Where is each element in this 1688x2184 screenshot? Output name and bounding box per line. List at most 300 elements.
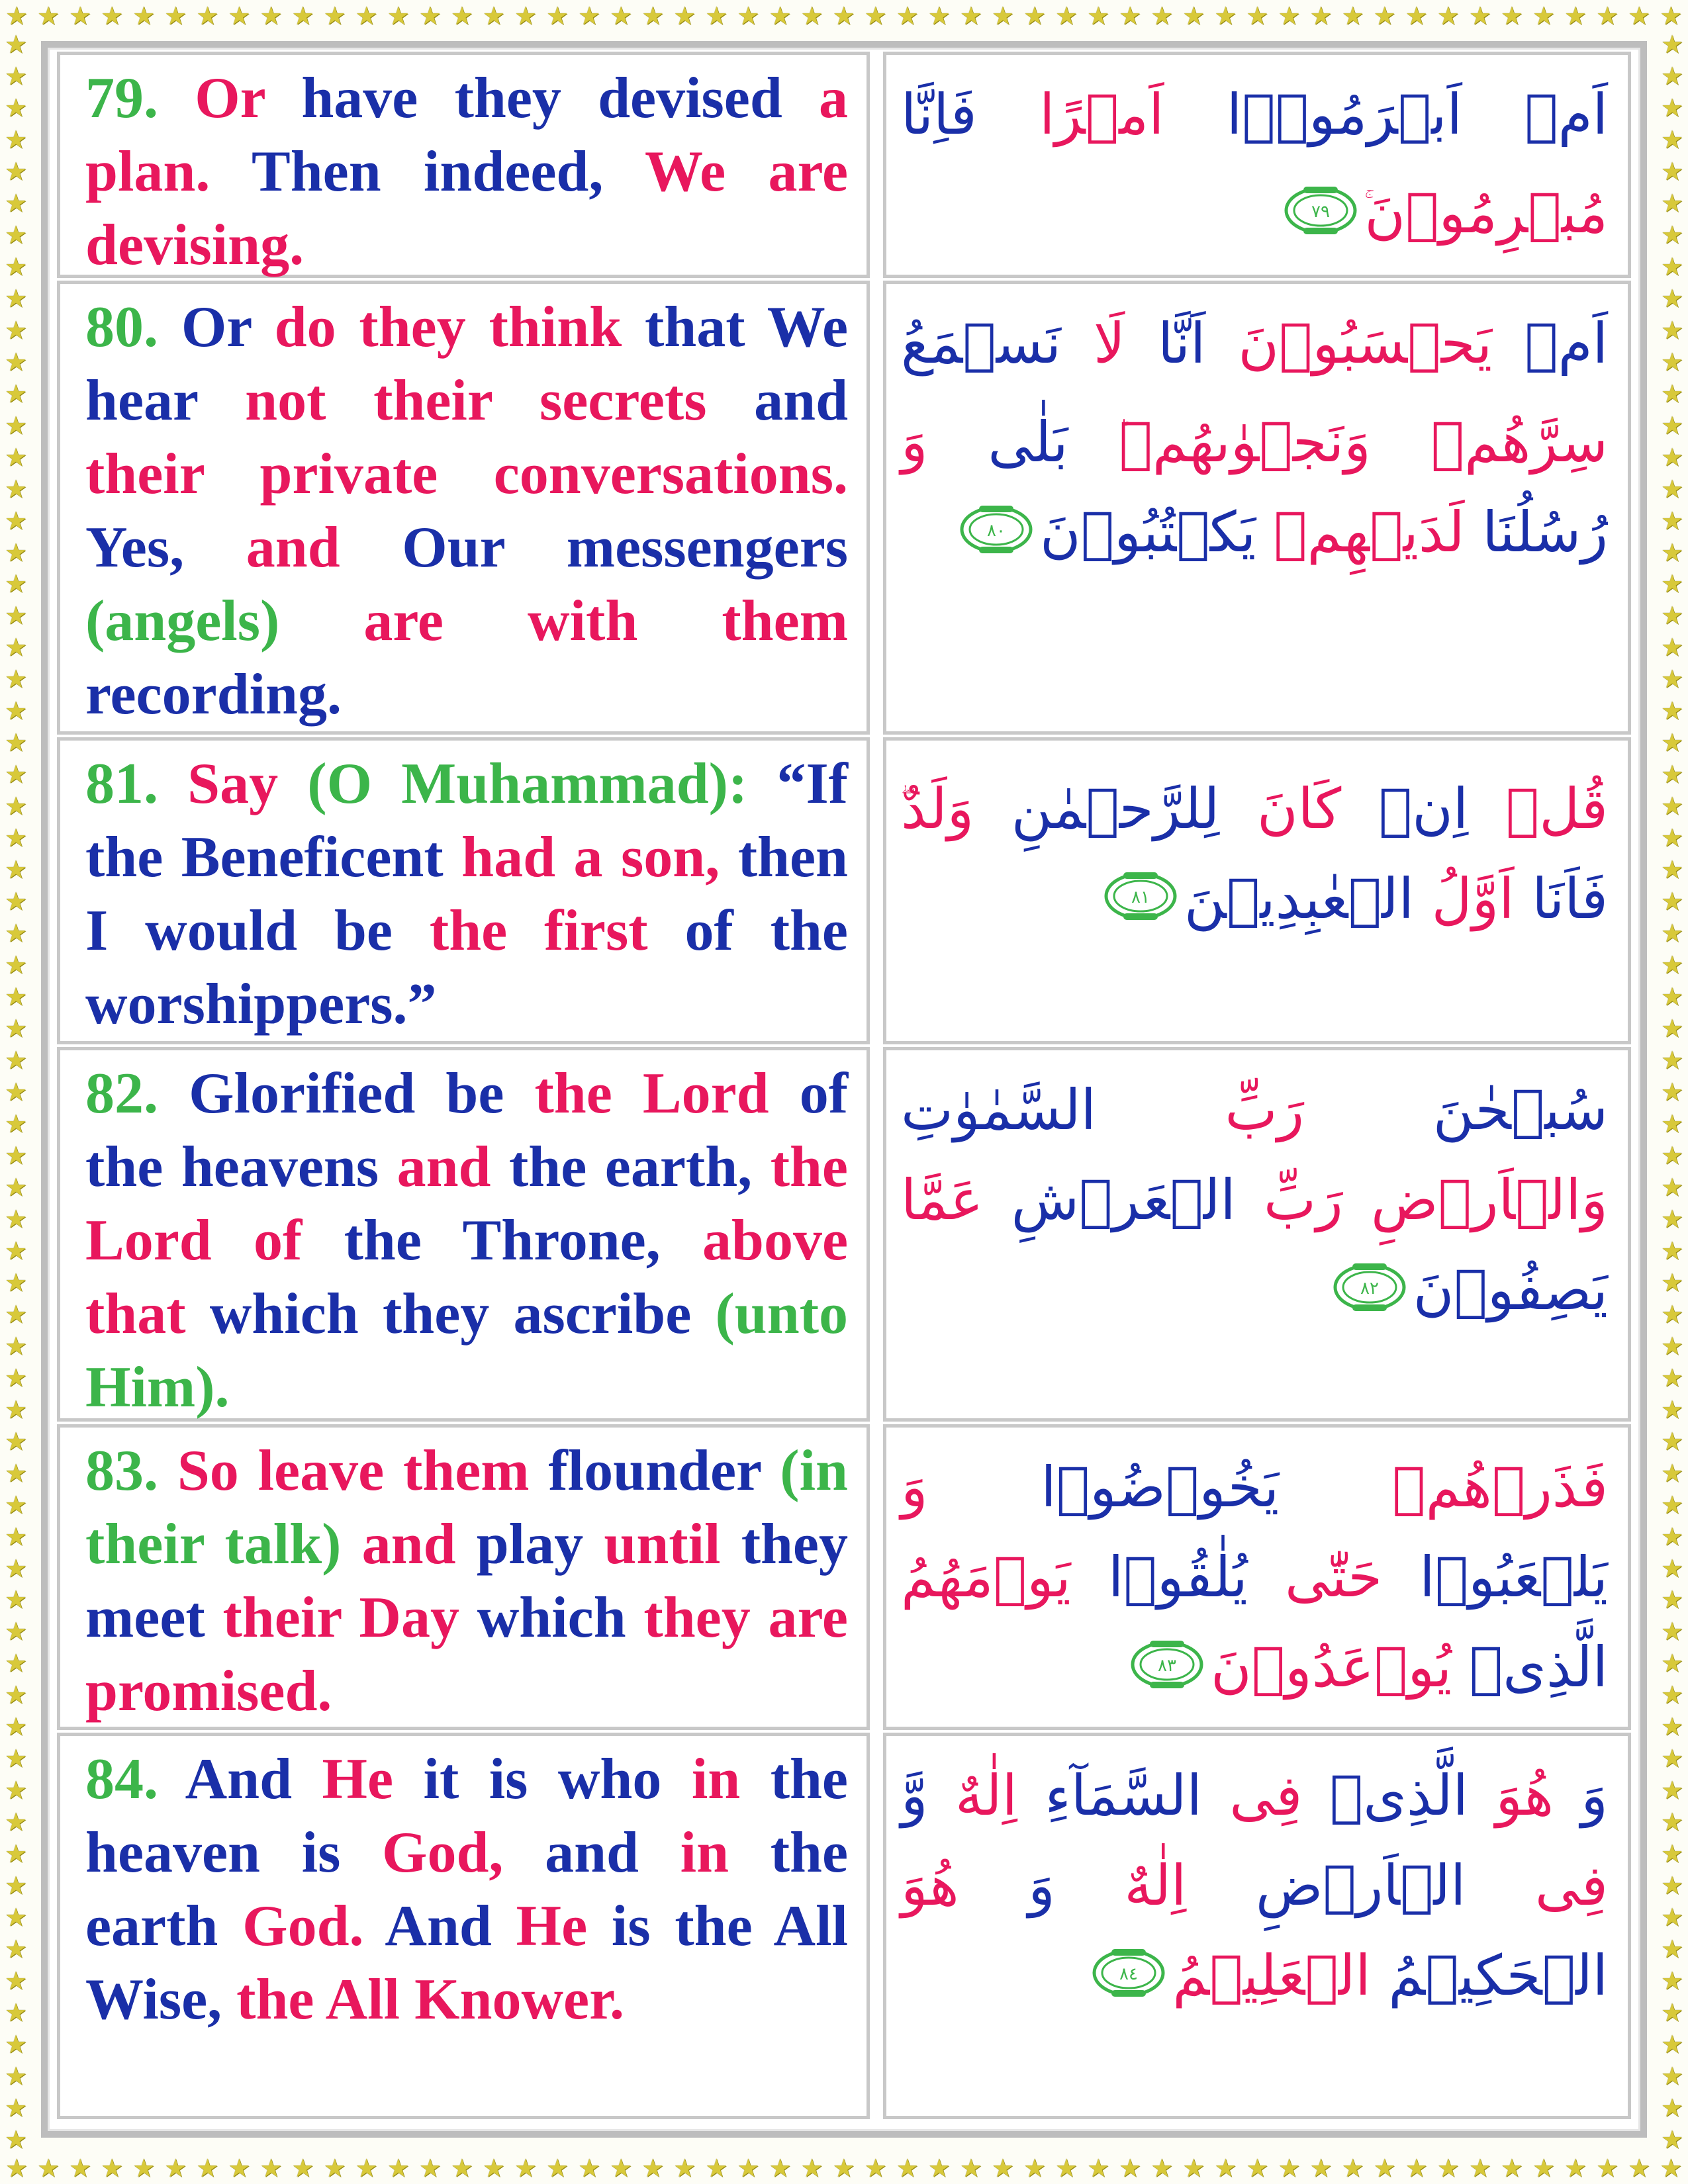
arabic-verse: [901, 755, 1608, 948]
star-icon: ★: [1660, 220, 1684, 250]
star-icon: ★: [37, 1, 60, 30]
verse-number-label: ٨١: [1131, 887, 1150, 908]
star-icon: ★: [1564, 2154, 1587, 2183]
star-icon: ★: [1660, 2062, 1684, 2091]
verse-row-81: [57, 737, 1631, 1044]
star-icon: ★: [1660, 1617, 1684, 1647]
arabic-word: يُوۡعَدُوۡنَ: [1211, 1635, 1452, 1700]
english-translation-cell: [57, 1424, 870, 1730]
star-icon: ★: [1182, 1, 1205, 30]
star-icon: ★: [705, 1, 728, 30]
star-icon: ★: [927, 2154, 951, 2183]
translation-fragment: the earth: [85, 1821, 849, 1958]
star-icon: ★: [1660, 1966, 1684, 1996]
translation-fragment: (in their talk): [85, 1439, 848, 1576]
arabic-word: اِنۡ: [1341, 776, 1469, 841]
star-icon: ★: [1660, 1871, 1684, 1901]
star-icon: ★: [4, 919, 28, 948]
translation-fragment: play: [476, 1512, 604, 1576]
arabic-word: يَحۡسَبُوۡنَ: [1205, 311, 1493, 376]
star-icon: ★: [1660, 1109, 1684, 1138]
star-icon: ★: [4, 410, 28, 440]
star-icon: ★: [514, 2154, 538, 2183]
star-icon: ★: [1660, 1046, 1684, 1075]
star-icon: ★: [1055, 2154, 1078, 2183]
translation-fragment: their private conversations.: [85, 442, 848, 506]
verse-number-label: ٧٩: [1311, 202, 1331, 222]
star-icon: ★: [132, 2154, 156, 2183]
top-star-border: [0, 0, 1688, 32]
star-icon: ★: [355, 2154, 378, 2183]
star-icon: ★: [164, 1, 187, 30]
star-icon: ★: [864, 1, 887, 30]
translation-fragment: the Throne,: [344, 1208, 702, 1273]
translation-fragment: above that: [85, 1208, 848, 1346]
star-icon: ★: [1660, 537, 1684, 567]
star-icon: ★: [1182, 2154, 1205, 2183]
star-icon: ★: [769, 2154, 792, 2183]
verse-table: [41, 41, 1647, 2138]
star-icon: ★: [4, 474, 28, 504]
star-icon: ★: [1341, 1, 1364, 30]
star-icon: ★: [4, 188, 28, 218]
arabic-text-cell: [883, 737, 1631, 1044]
arabic-text-cell: [883, 1424, 1631, 1730]
english-translation: [85, 747, 848, 1041]
arabic-word: فِى: [1201, 1763, 1303, 1828]
english-translation-cell: [57, 737, 870, 1044]
arabic-word: السَّمَآءِ: [1017, 1763, 1202, 1828]
star-icon: ★: [4, 792, 28, 821]
right-star-border: [1656, 32, 1688, 2152]
star-icon: ★: [4, 1712, 28, 1742]
star-icon: ★: [1628, 2154, 1651, 2183]
arabic-text-cell: [883, 281, 1631, 735]
star-icon: ★: [1660, 1585, 1684, 1615]
translation-fragment: Then indeed,: [252, 140, 645, 204]
star-icon: ★: [355, 1, 378, 30]
star-icon: ★: [1660, 664, 1684, 694]
verse-row-82: [57, 1047, 1631, 1422]
star-icon: ★: [1150, 2154, 1174, 2183]
star-icon: ★: [4, 1871, 28, 1901]
star-icon: ★: [4, 664, 28, 694]
star-icon: ★: [4, 1807, 28, 1837]
verse-end-marker-icon: [959, 491, 1033, 581]
english-translation: [85, 1057, 848, 1424]
star-icon: ★: [1023, 1, 1047, 30]
star-icon: ★: [5, 1, 28, 30]
star-icon: ★: [1660, 442, 1684, 472]
arabic-word: وَ: [1554, 1763, 1608, 1828]
star-icon: ★: [4, 2062, 28, 2091]
arabic-word: فِى: [1466, 1853, 1608, 1918]
arabic-word: نَسۡمَعُ: [901, 311, 1061, 376]
star-icon: ★: [4, 537, 28, 567]
arabic-word: اِلٰهٌ: [927, 1763, 1017, 1828]
star-icon: ★: [1119, 2154, 1142, 2183]
translation-fragment: and: [246, 516, 402, 580]
arabic-word: عَمَّا: [901, 1167, 984, 1232]
star-icon: ★: [1087, 2154, 1110, 2183]
arabic-word: الۡعَرۡشِ: [983, 1167, 1236, 1232]
star-icon: ★: [1660, 1140, 1684, 1170]
arabic-word: اَمۡ اَبۡرَمُوۡۤا: [1164, 82, 1608, 147]
star-icon: ★: [1468, 1, 1491, 30]
star-icon: ★: [1660, 2093, 1684, 2122]
arabic-word: فَذَرۡهُمۡ: [1279, 1455, 1608, 1520]
translation-fragment: the All Knower.: [236, 1968, 625, 2032]
translation-fragment: He: [516, 1894, 612, 1958]
english-translation: [85, 62, 848, 282]
star-icon: ★: [4, 1299, 28, 1329]
star-icon: ★: [1660, 1363, 1684, 1392]
star-icon: ★: [705, 2154, 728, 2183]
translation-fragment: and: [361, 1512, 477, 1576]
star-icon: ★: [1373, 1, 1396, 30]
star-icon: ★: [1660, 1649, 1684, 1678]
translation-fragment: Glorified be: [189, 1062, 535, 1126]
translation-fragment: not: [245, 369, 374, 433]
english-translation-cell: [57, 1733, 870, 2119]
star-icon: ★: [1660, 1712, 1684, 1742]
arabic-word: لَدَيۡهِمۡ: [1256, 500, 1465, 565]
star-icon: ★: [4, 1331, 28, 1361]
star-icon: ★: [1660, 1522, 1684, 1551]
star-icon: ★: [387, 2154, 410, 2183]
arabic-word: هُوَ: [901, 1853, 959, 1918]
star-icon: ★: [4, 1744, 28, 1774]
star-icon: ★: [4, 506, 28, 535]
star-icon: ★: [514, 1, 538, 30]
star-icon: ★: [4, 1649, 28, 1678]
star-icon: ★: [4, 2093, 28, 2122]
star-icon: ★: [1660, 61, 1684, 91]
star-icon: ★: [196, 1, 219, 30]
star-icon: ★: [1660, 1236, 1684, 1265]
star-icon: ★: [4, 1426, 28, 1456]
star-icon: ★: [1660, 410, 1684, 440]
arabic-word: الَّذِىۡ: [1302, 1763, 1468, 1828]
star-icon: ★: [1532, 1, 1556, 30]
star-icon: ★: [1214, 1, 1237, 30]
star-icon: ★: [4, 823, 28, 853]
star-icon: ★: [737, 2154, 760, 2183]
star-icon: ★: [1564, 1, 1587, 30]
star-icon: ★: [1660, 919, 1684, 948]
star-icon: ★: [4, 93, 28, 122]
translation-fragment: and: [397, 1135, 509, 1199]
arabic-word: حَتّٰى: [1247, 1545, 1383, 1610]
arabic-word: يَصِفُوۡنَ: [1413, 1257, 1608, 1322]
arabic-word: الۡحَكِيۡمُ: [1370, 1943, 1608, 2008]
arabic-word: اَمۡ: [1492, 311, 1608, 376]
star-icon: ★: [578, 2154, 601, 2183]
star-icon: ★: [4, 32, 28, 59]
star-icon: ★: [4, 950, 28, 980]
star-icon: ★: [101, 2154, 124, 2183]
english-translation-cell: [57, 1047, 870, 1422]
translation-fragment: the heaven is: [85, 1747, 848, 1885]
star-icon: ★: [4, 1680, 28, 1710]
star-icon: ★: [228, 2154, 251, 2183]
translation-fragment: the Lord: [534, 1062, 800, 1126]
star-icon: ★: [4, 1077, 28, 1107]
arabic-word: الۡاَرۡضِ: [1186, 1853, 1466, 1918]
star-icon: ★: [546, 1, 569, 30]
star-icon: ★: [1596, 1, 1619, 30]
arabic-word: اَوَّلُ: [1413, 866, 1515, 931]
translation-fragment: which they ascribe: [209, 1282, 716, 1346]
star-icon: ★: [1660, 1394, 1684, 1424]
translation-fragment: the first: [429, 899, 685, 963]
star-icon: ★: [4, 1394, 28, 1424]
arabic-word: وَ: [901, 410, 928, 475]
star-icon: ★: [1628, 1, 1651, 30]
translation-fragment: God,: [382, 1821, 545, 1885]
star-icon: ★: [1660, 823, 1684, 853]
translation-fragment: God.: [242, 1894, 385, 1958]
star-icon: ★: [5, 2154, 28, 2183]
star-icon: ★: [673, 2154, 696, 2183]
translation-fragment: they meet: [85, 1512, 848, 1650]
arabic-word: يَكۡتُبُوۡنَ: [1040, 500, 1256, 565]
star-icon: ★: [1660, 792, 1684, 821]
translation-fragment: are with them: [363, 589, 848, 653]
star-icon: ★: [1341, 2154, 1364, 2183]
star-icon: ★: [578, 1, 601, 30]
star-icon: ★: [1660, 506, 1684, 535]
star-icon: ★: [291, 2154, 314, 2183]
star-icon: ★: [1660, 1903, 1684, 1933]
star-icon: ★: [1119, 1, 1142, 30]
star-icon: ★: [4, 696, 28, 726]
arabic-word: وَنَجۡوٰٮهُمۡ: [1119, 410, 1371, 475]
verse-number-label: ٨٤: [1119, 1964, 1139, 1985]
star-icon: ★: [1468, 2154, 1491, 2183]
star-icon: ★: [69, 2154, 92, 2183]
star-icon: ★: [259, 1, 283, 30]
star-icon: ★: [4, 1998, 28, 2028]
star-icon: ★: [1405, 2154, 1428, 2183]
star-icon: ★: [1660, 601, 1684, 631]
arabic-word: رُسُلُنَا: [1464, 500, 1608, 565]
star-icon: ★: [4, 156, 28, 186]
star-icon: ★: [387, 1, 410, 30]
star-icon: ★: [4, 1903, 28, 1933]
star-icon: ★: [1660, 760, 1684, 790]
translation-fragment: and: [545, 1821, 680, 1885]
star-icon: ★: [1660, 1014, 1684, 1044]
bottom-star-border: [0, 2152, 1688, 2184]
star-icon: ★: [1246, 2154, 1269, 2183]
arabic-word: الۡعٰبِدِيۡنَ: [1184, 866, 1414, 931]
star-icon: ★: [1532, 2154, 1556, 2183]
star-icon: ★: [4, 379, 28, 408]
translation-fragment: Or: [195, 66, 302, 130]
star-icon: ★: [1436, 1, 1460, 30]
star-icon: ★: [1023, 2154, 1047, 2183]
star-icon: ★: [1660, 1299, 1684, 1329]
arabic-word: وَ: [901, 1455, 928, 1520]
translation-fragment: of the heavens: [85, 1062, 849, 1199]
star-icon: ★: [4, 2030, 28, 2060]
star-icon: ★: [1278, 2154, 1301, 2183]
arabic-word: سِرَّهُمۡ: [1370, 410, 1609, 475]
translation-fragment: 79.: [85, 66, 195, 130]
star-icon: ★: [69, 1, 92, 30]
star-icon: ★: [4, 283, 28, 313]
arabic-text-cell: [883, 1047, 1631, 1422]
star-icon: ★: [4, 855, 28, 885]
translation-fragment: So leave them: [177, 1439, 549, 1503]
arabic-word: اِلٰهٌ: [1055, 1853, 1187, 1918]
arabic-word: وَّ: [901, 1763, 928, 1828]
star-icon: ★: [959, 2154, 982, 2183]
star-icon: ★: [1660, 474, 1684, 504]
star-icon: ★: [1660, 1172, 1684, 1202]
verse-row-83: [57, 1424, 1631, 1730]
translation-fragment: and: [754, 369, 849, 433]
star-icon: ★: [1660, 1077, 1684, 1107]
star-icon: ★: [1660, 855, 1684, 885]
arabic-verse: [901, 1751, 1608, 2025]
star-icon: ★: [1660, 2124, 1684, 2152]
star-icon: ★: [4, 1267, 28, 1297]
english-translation: [85, 291, 848, 731]
translation-fragment: 84.: [85, 1747, 185, 1811]
translation-fragment: the earth,: [508, 1135, 771, 1199]
star-icon: ★: [4, 1458, 28, 1488]
star-icon: ★: [1660, 1553, 1684, 1583]
star-icon: ★: [1596, 2154, 1619, 2183]
star-icon: ★: [1660, 2154, 1683, 2183]
arabic-verse: [901, 1065, 1608, 1339]
translation-fragment: which: [477, 1586, 644, 1650]
arabic-verse: [901, 1442, 1608, 1716]
translation-fragment: a plan.: [85, 66, 849, 204]
star-icon: ★: [1660, 1204, 1684, 1234]
star-icon: ★: [800, 1, 823, 30]
star-icon: ★: [1660, 1998, 1684, 2028]
star-icon: ★: [1309, 2154, 1333, 2183]
star-icon: ★: [1660, 283, 1684, 313]
arabic-word: رَبِّ: [1096, 1077, 1305, 1142]
star-icon: ★: [4, 1363, 28, 1392]
star-icon: ★: [1660, 251, 1684, 281]
arabic-word: ؕ: [1068, 418, 1119, 449]
translation-fragment: “If the Beneficent: [85, 752, 848, 889]
arabic-word: رَبِّ: [1235, 1167, 1343, 1232]
star-icon: ★: [1660, 188, 1684, 218]
translation-fragment: 81.: [85, 752, 188, 816]
arabic-word: يَوۡمَهُمُ: [901, 1545, 1071, 1610]
star-icon: ★: [1660, 633, 1684, 662]
arabic-word: وَالۡاَرۡضِ: [1342, 1167, 1608, 1232]
star-icon: ★: [1660, 569, 1684, 599]
star-icon: ★: [101, 1, 124, 30]
star-icon: ★: [1660, 887, 1684, 917]
star-icon: ★: [4, 1204, 28, 1234]
translation-fragment: they are promised.: [85, 1586, 848, 1723]
star-icon: ★: [769, 1, 792, 30]
star-icon: ★: [4, 1046, 28, 1075]
arabic-word: وَ: [959, 1853, 1055, 1918]
translation-fragment: it is who: [423, 1747, 692, 1811]
english-translation: [85, 1434, 848, 1728]
star-icon: ★: [832, 1, 855, 30]
arabic-word: يَخُوۡضُوۡا: [927, 1455, 1280, 1520]
star-icon: ★: [4, 1776, 28, 1805]
star-icon: ★: [4, 1585, 28, 1615]
translation-fragment: 82.: [85, 1062, 189, 1126]
star-icon: ★: [610, 2154, 633, 2183]
arabic-text-cell: [883, 1733, 1631, 2119]
verse-end-marker-icon: [1333, 1249, 1407, 1339]
verse-number-label: ٨٣: [1158, 1656, 1177, 1676]
star-icon: ★: [323, 2154, 346, 2183]
star-icon: ★: [4, 1490, 28, 1520]
star-icon: ★: [1660, 2030, 1684, 2060]
left-star-border: [0, 32, 32, 2152]
translation-fragment: flounder: [548, 1439, 780, 1503]
translation-fragment: recording.: [85, 662, 342, 727]
english-translation-cell: [57, 52, 870, 278]
star-icon: ★: [450, 2154, 473, 2183]
english-translation-cell: [57, 281, 870, 735]
star-icon: ★: [4, 569, 28, 599]
translation-fragment: Or: [181, 295, 275, 359]
star-icon: ★: [4, 633, 28, 662]
translation-fragment: We are devising.: [85, 140, 848, 277]
star-icon: ★: [1660, 315, 1684, 345]
verse-row-84: [57, 1733, 1631, 2119]
star-icon: ★: [4, 1236, 28, 1265]
verse-end-marker-icon: [1103, 858, 1178, 948]
arabic-word: يَلۡعَبُوۡا: [1382, 1545, 1608, 1610]
verse-end-marker-icon: [1284, 172, 1358, 262]
star-icon: ★: [1246, 1, 1269, 30]
star-icon: ★: [4, 1014, 28, 1044]
star-icon: ★: [1436, 2154, 1460, 2183]
star-icon: ★: [4, 601, 28, 631]
star-icon: ★: [1660, 1267, 1684, 1297]
arabic-word: السَّمٰوٰتِ: [901, 1077, 1096, 1142]
star-icon: ★: [1660, 728, 1684, 758]
arabic-word: فَاَنَا: [1514, 866, 1608, 931]
star-icon: ★: [641, 1, 665, 30]
star-icon: ★: [4, 982, 28, 1012]
star-icon: ★: [482, 1, 505, 30]
star-icon: ★: [1660, 1839, 1684, 1869]
translation-fragment: had a son,: [461, 825, 738, 889]
star-icon: ★: [959, 1, 982, 30]
star-icon: ★: [1373, 2154, 1396, 2183]
star-icon: ★: [1214, 2154, 1237, 2183]
star-icon: ★: [4, 1934, 28, 1964]
translation-fragment: until: [604, 1512, 741, 1576]
star-icon: ★: [1660, 1, 1683, 30]
star-icon: ★: [4, 220, 28, 250]
star-icon: ★: [546, 2154, 569, 2183]
translation-fragment: of the worshippers.”: [85, 899, 848, 1036]
verse-row-80: [57, 281, 1631, 735]
star-icon: ★: [4, 1839, 28, 1869]
star-icon: ★: [4, 1522, 28, 1551]
star-icon: ★: [896, 2154, 919, 2183]
star-icon: ★: [4, 728, 28, 758]
translation-fragment: 80.: [85, 295, 181, 359]
